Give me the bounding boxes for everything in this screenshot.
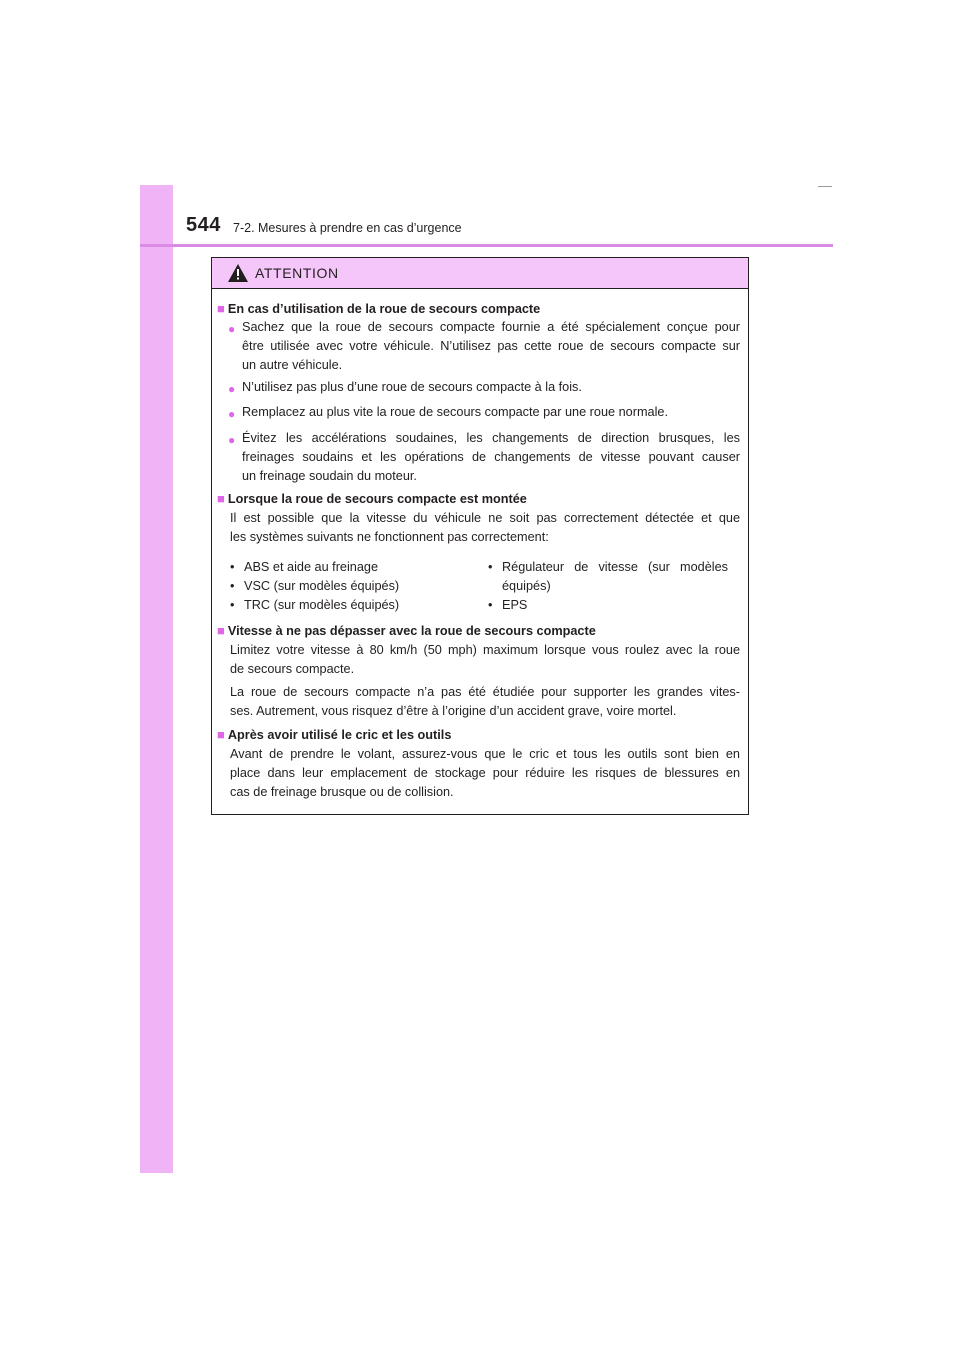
warning-icon xyxy=(228,264,248,282)
page-number: 544 xyxy=(186,214,221,236)
section-heading: ■ Vitesse à ne pas dépasser avec la roue de secours compacte xyxy=(217,623,596,638)
circle-bullet-icon: ● xyxy=(228,407,236,421)
list-item: • TRC (sur modèles équipés) xyxy=(230,598,400,612)
square-bullet-icon: ■ xyxy=(217,491,225,506)
list-item: • VSC (sur modèles équipés) xyxy=(230,579,400,593)
attention-box xyxy=(211,257,749,815)
circle-bullet-icon: ● xyxy=(228,433,236,447)
list-item: • EPS xyxy=(488,598,528,612)
square-bullet-icon: ■ xyxy=(217,623,225,638)
attention-title: ATTENTION xyxy=(255,265,339,281)
list-item: • ABS et aide au freinage xyxy=(230,560,379,574)
bullet-text: Évitez les accélérations soudaines, les changements de direction brusques, les freinages soudains et les opérations de changements de vitesse pouvant causer un freinage soudain du moteur. xyxy=(242,431,740,483)
section-heading: ■ En cas d’utilisation de la roue de secours compacte xyxy=(217,301,541,316)
paragraph: Avant de prendre le volant, assurez-vous que le cric et tous les outils sont bien en place dans leur emplacement de stockage pour réduire les risques de blessures en cas de freinage brusque ou de collision. xyxy=(230,747,740,799)
section-title: 7-2. Mesures à prendre en cas d’urgence xyxy=(233,221,462,235)
circle-bullet-icon: ● xyxy=(228,382,236,396)
section-heading: ■ Après avoir utilisé le cric et les outils xyxy=(217,727,452,742)
corner-mark xyxy=(818,186,832,187)
bullet-text: Sachez que la roue de secours compacte fournie a été spécialement conçue pour être utilisée avec votre véhicule. N’utilisez pas cette roue de secours compacte sur un autre véhicule. xyxy=(242,320,740,372)
paragraph: Il est possible que la vitesse du véhicule ne soit pas correctement détectée et que les systèmes suivants ne fonctionnent pas correctement: xyxy=(230,511,740,544)
header-rule xyxy=(140,244,833,247)
attention-header xyxy=(212,258,748,289)
paragraph: Limitez votre vitesse à 80 km/h (50 mph) maximum lorsque vous roulez avec la roue de secours compacte. xyxy=(230,643,740,676)
square-bullet-icon: ■ xyxy=(217,301,225,316)
square-bullet-icon: ■ xyxy=(217,727,225,742)
list-item: • Régulateur de vitesse (sur modèles xyxy=(488,560,728,574)
paragraph: La roue de secours compacte n’a pas été étudiée pour supporter les grandes vites- ses. Autrement, vous risquez d’être à l’origine d’un accident grave, voire mortel. xyxy=(230,685,740,718)
circle-bullet-icon: ● xyxy=(228,322,236,336)
side-tab-band xyxy=(140,185,173,1173)
section-heading: ■ Lorsque la roue de secours compacte est montée xyxy=(217,491,527,506)
bullet-text: N’utilisez pas plus d’une roue de secours compacte à la fois. xyxy=(242,380,582,394)
bullet-text: Remplacez au plus vite la roue de secours compacte par une roue normale. xyxy=(242,405,668,419)
list-item-continued: équipés) xyxy=(502,579,551,593)
